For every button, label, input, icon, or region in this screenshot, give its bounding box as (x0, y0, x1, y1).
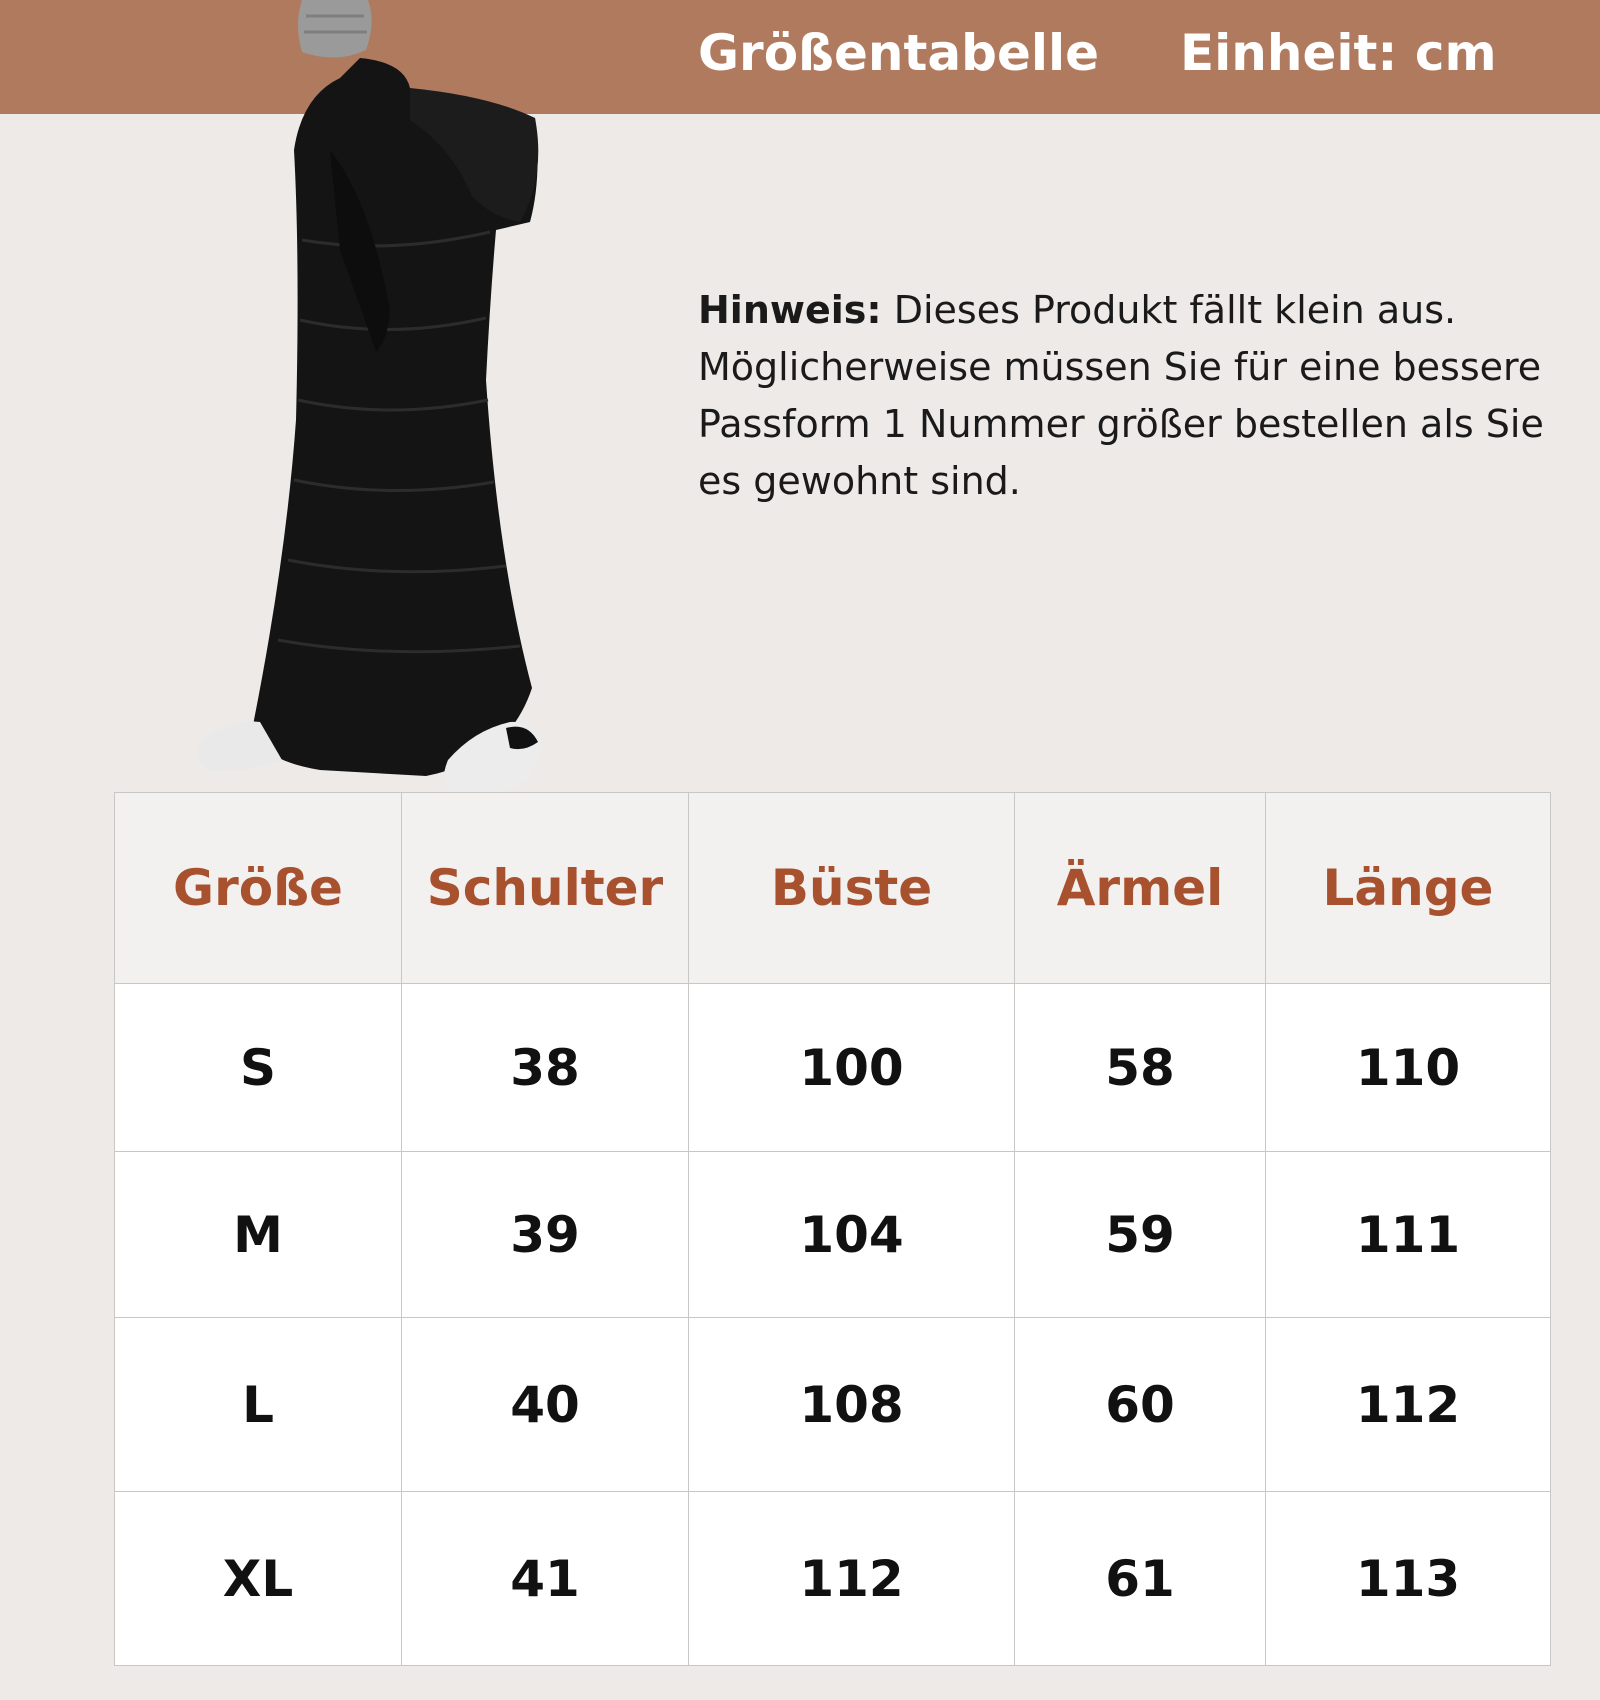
table-row (115, 984, 1551, 1152)
column-header-size: Größe (115, 793, 402, 984)
table-cell-sleeve: 60 (1015, 1318, 1266, 1492)
column-header-shoulder: Schulter (402, 793, 689, 984)
table-row (115, 1152, 1551, 1318)
note-label: Hinweis: (698, 288, 882, 332)
table-cell-shoulder: 40 (402, 1318, 689, 1492)
size-note (698, 282, 1558, 510)
table-cell-size: L (115, 1318, 402, 1492)
table-cell-shoulder: 41 (402, 1492, 689, 1666)
table-cell-bust: 104 (689, 1152, 1015, 1318)
table-row (115, 1318, 1551, 1492)
table-cell-size: M (115, 1152, 402, 1318)
table-cell-bust: 112 (689, 1492, 1015, 1666)
column-header-length: Länge (1266, 793, 1551, 984)
table-cell-sleeve: 59 (1015, 1152, 1266, 1318)
table-cell-length: 110 (1266, 984, 1551, 1152)
table-cell-length: 113 (1266, 1492, 1551, 1666)
table-header-row (115, 793, 1551, 984)
table-cell-length: 112 (1266, 1318, 1551, 1492)
table-cell-bust: 100 (689, 984, 1015, 1152)
table-cell-sleeve: 58 (1015, 984, 1266, 1152)
table-cell-length: 111 (1266, 1152, 1551, 1318)
table-cell-shoulder: 38 (402, 984, 689, 1152)
table-cell-shoulder: 39 (402, 1152, 689, 1318)
page-title: Größentabelle (698, 24, 1100, 82)
table-row (115, 1492, 1551, 1666)
column-header-bust: Büste (689, 793, 1015, 984)
table-cell-size: XL (115, 1492, 402, 1666)
note-text: Dieses Produkt fällt klein aus. Möglicherweise müssen Sie für eine bessere Passform 1 Nummer größer bestellen als Sie es gewohnt sind. (698, 288, 1544, 503)
table-cell-size: S (115, 984, 402, 1152)
table-cell-bust: 108 (689, 1318, 1015, 1492)
unit-label: Einheit: cm (1180, 24, 1497, 82)
model-coat-image (190, 0, 590, 800)
beanie-icon (298, 0, 372, 58)
size-table (114, 792, 1551, 1666)
table-cell-sleeve: 61 (1015, 1492, 1266, 1666)
column-header-sleeve: Ärmel (1015, 793, 1266, 984)
